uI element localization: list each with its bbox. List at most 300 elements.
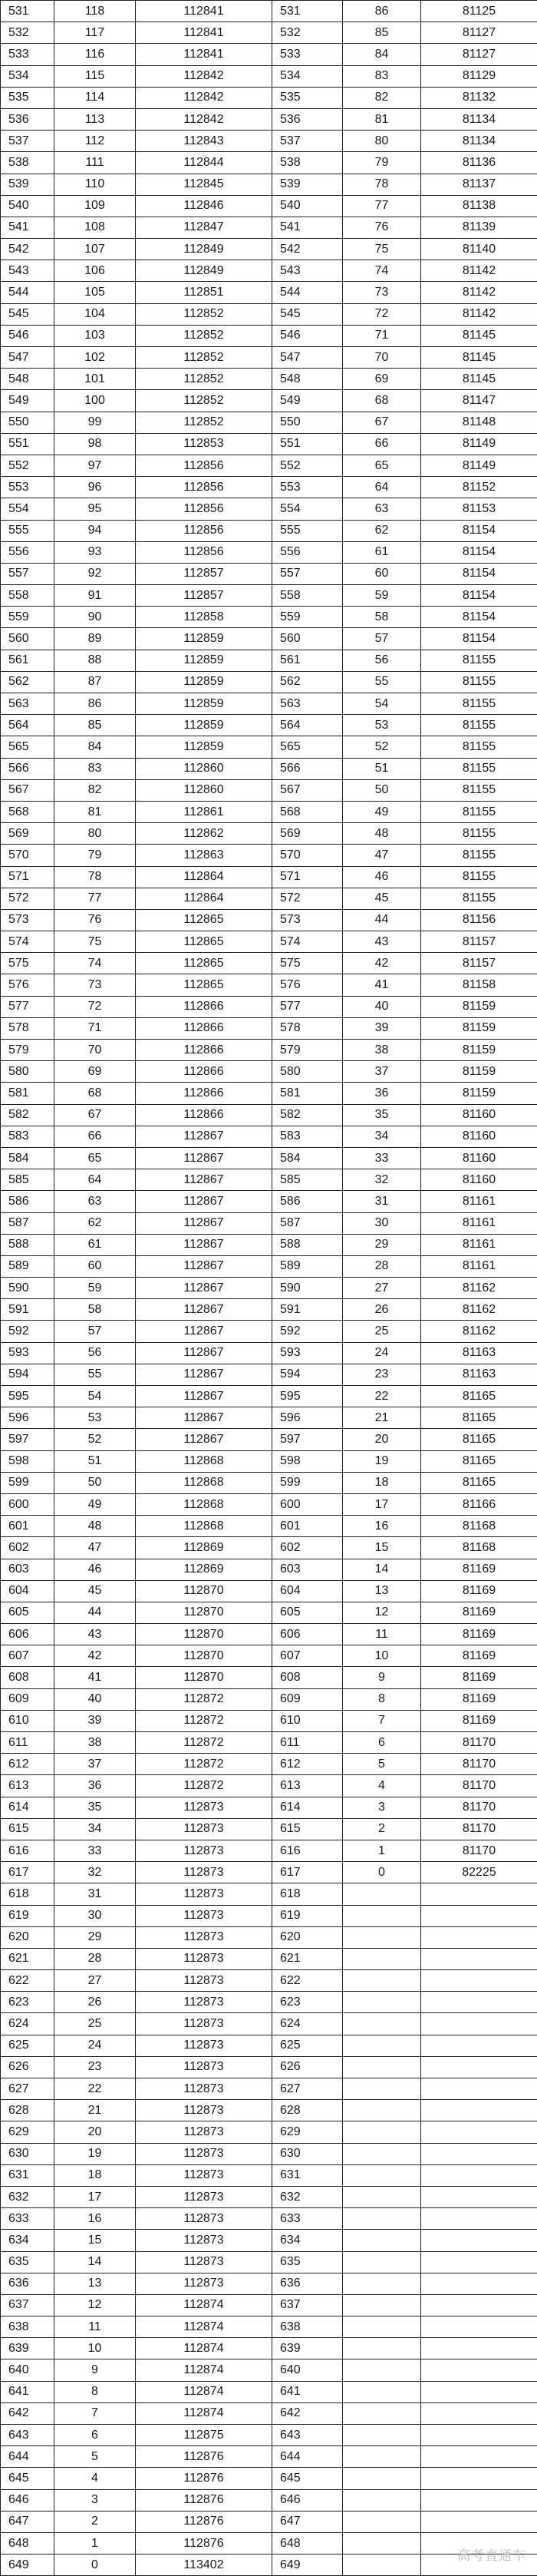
- count-cell-a: 106: [54, 260, 136, 282]
- count-cell-b: 65: [343, 455, 421, 476]
- rank-cell-b: 625: [272, 2035, 343, 2056]
- rank-cell-a: 534: [1, 65, 54, 87]
- count-cell-a: 98: [54, 433, 136, 455]
- cumulative-cell-a: 112873: [136, 1862, 272, 1883]
- count-cell-a: 75: [54, 931, 136, 953]
- cumulative-cell-b: [421, 2056, 537, 2078]
- count-cell-b: 23: [343, 1364, 421, 1385]
- count-cell-a: 2: [54, 2511, 136, 2532]
- cumulative-cell-a: 112869: [136, 1559, 272, 1580]
- cumulative-cell-b: [421, 2230, 537, 2251]
- cumulative-cell-b: 81169: [421, 1624, 537, 1645]
- cumulative-cell-b: [421, 2359, 537, 2381]
- rank-cell-b: 535: [272, 87, 343, 108]
- count-cell-a: 80: [54, 823, 136, 845]
- cumulative-cell-a: 112870: [136, 1624, 272, 1645]
- count-cell-a: 33: [54, 1840, 136, 1861]
- count-cell-a: 107: [54, 239, 136, 260]
- rank-cell-a: 644: [1, 2446, 54, 2468]
- count-cell-b: 31: [343, 1191, 421, 1212]
- cumulative-cell-b: 81170: [421, 1840, 537, 1861]
- cumulative-cell-b: [421, 1970, 537, 1992]
- count-cell-b: 80: [343, 131, 421, 152]
- rank-cell-b: 605: [272, 1602, 343, 1623]
- cumulative-cell-b: 81170: [421, 1775, 537, 1797]
- table-row: [1, 1472, 537, 1493]
- cumulative-cell-a: 112865: [136, 931, 272, 953]
- rank-cell-a: 568: [1, 801, 54, 822]
- cumulative-cell-a: 113402: [136, 2555, 272, 2576]
- count-cell-b: [343, 2359, 421, 2381]
- count-cell-a: 45: [54, 1580, 136, 1602]
- table-row: [1, 758, 537, 779]
- cumulative-cell-a: 112865: [136, 974, 272, 996]
- rank-cell-b: 598: [272, 1450, 343, 1472]
- rank-cell-a: 545: [1, 303, 54, 325]
- cumulative-cell-a: 112863: [136, 845, 272, 866]
- cumulative-cell-b: 81159: [421, 1061, 537, 1083]
- count-cell-b: 12: [343, 1602, 421, 1623]
- table-row: [1, 1948, 537, 1969]
- cumulative-cell-a: 112873: [136, 2143, 272, 2164]
- count-cell-b: 38: [343, 1040, 421, 1061]
- rank-cell-b: 619: [272, 1905, 343, 1926]
- cumulative-cell-a: 112867: [136, 1147, 272, 1169]
- rank-cell-b: 583: [272, 1126, 343, 1147]
- count-cell-b: 21: [343, 1407, 421, 1429]
- count-cell-a: 104: [54, 303, 136, 325]
- rank-cell-b: 570: [272, 845, 343, 866]
- table-row: [1, 195, 537, 217]
- cumulative-cell-b: [421, 1992, 537, 2013]
- count-cell-a: 115: [54, 65, 136, 87]
- table-row: [1, 433, 537, 455]
- table-row: [1, 715, 537, 736]
- count-cell-a: 24: [54, 2035, 136, 2056]
- cumulative-cell-b: 81155: [421, 779, 537, 801]
- count-cell-a: 39: [54, 1710, 136, 1731]
- rank-cell-b: 614: [272, 1797, 343, 1818]
- cumulative-cell-b: 81127: [421, 22, 537, 44]
- rank-cell-b: 569: [272, 823, 343, 845]
- cumulative-cell-b: 81132: [421, 87, 537, 108]
- table-row: [1, 1169, 537, 1191]
- cumulative-cell-a: 112873: [136, 1970, 272, 1992]
- count-cell-a: 101: [54, 369, 136, 390]
- count-cell-b: [343, 2186, 421, 2207]
- rank-cell-b: 602: [272, 1537, 343, 1559]
- count-cell-a: 76: [54, 909, 136, 931]
- count-cell-b: [343, 2078, 421, 2100]
- count-cell-b: 7: [343, 1710, 421, 1731]
- cumulative-cell-b: 81159: [421, 1017, 537, 1039]
- count-cell-a: 35: [54, 1797, 136, 1818]
- count-cell-b: 14: [343, 1559, 421, 1580]
- cumulative-cell-b: 81162: [421, 1321, 537, 1342]
- table-row: [1, 2294, 537, 2316]
- cumulative-cell-a: 112873: [136, 2186, 272, 2207]
- cumulative-cell-a: 112876: [136, 2489, 272, 2511]
- rank-cell-a: 536: [1, 108, 54, 130]
- count-cell-a: 18: [54, 2164, 136, 2186]
- cumulative-cell-b: 82225: [421, 1862, 537, 1883]
- rank-cell-a: 643: [1, 2425, 54, 2446]
- count-cell-b: 69: [343, 369, 421, 390]
- cumulative-cell-b: 81155: [421, 758, 537, 779]
- count-cell-a: 61: [54, 1234, 136, 1255]
- cumulative-cell-a: 112867: [136, 1321, 272, 1342]
- rank-cell-b: 534: [272, 65, 343, 87]
- rank-cell-b: 559: [272, 607, 343, 628]
- count-cell-b: 76: [343, 217, 421, 238]
- cumulative-cell-b: 81127: [421, 44, 537, 65]
- rank-cell-a: 560: [1, 628, 54, 650]
- cumulative-cell-b: 81162: [421, 1299, 537, 1321]
- count-cell-a: 4: [54, 2468, 136, 2489]
- count-cell-a: 88: [54, 650, 136, 671]
- count-cell-b: 20: [343, 1429, 421, 1450]
- cumulative-cell-a: 112867: [136, 1386, 272, 1407]
- count-cell-b: 49: [343, 801, 421, 822]
- count-cell-a: 23: [54, 2056, 136, 2078]
- rank-cell-b: 593: [272, 1342, 343, 1364]
- count-cell-b: [343, 1905, 421, 1926]
- cumulative-cell-a: 112842: [136, 87, 272, 108]
- count-cell-a: 46: [54, 1559, 136, 1580]
- cumulative-cell-b: 81147: [421, 390, 537, 412]
- rank-cell-b: 641: [272, 2381, 343, 2402]
- cumulative-cell-b: 81161: [421, 1255, 537, 1277]
- cumulative-cell-a: 112873: [136, 1992, 272, 2013]
- cumulative-cell-b: 81152: [421, 477, 537, 498]
- cumulative-cell-b: 81160: [421, 1169, 537, 1191]
- count-cell-a: 55: [54, 1364, 136, 1385]
- count-cell-b: [343, 2402, 421, 2424]
- table-row: [1, 866, 537, 888]
- rank-cell-b: 561: [272, 650, 343, 671]
- cumulative-cell-b: 81170: [421, 1797, 537, 1818]
- table-row: [1, 974, 537, 996]
- cumulative-cell-b: [421, 2164, 537, 2186]
- count-cell-a: 71: [54, 1017, 136, 1039]
- rank-cell-b: 627: [272, 2078, 343, 2100]
- rank-cell-a: 555: [1, 520, 54, 541]
- rank-cell-a: 622: [1, 1970, 54, 1992]
- count-cell-a: 34: [54, 1818, 136, 1840]
- count-cell-b: 75: [343, 239, 421, 260]
- rank-cell-b: 596: [272, 1407, 343, 1429]
- cumulative-cell-a: 112852: [136, 347, 272, 369]
- cumulative-cell-b: 81149: [421, 433, 537, 455]
- count-cell-b: 3: [343, 1797, 421, 1818]
- count-cell-a: 56: [54, 1342, 136, 1364]
- table-row: [1, 1775, 537, 1797]
- count-cell-b: 17: [343, 1493, 421, 1515]
- rank-cell-a: 629: [1, 2121, 54, 2143]
- table-row: [1, 2078, 537, 2100]
- cumulative-cell-a: 112868: [136, 1472, 272, 1493]
- count-cell-a: 41: [54, 1667, 136, 1688]
- rank-cell-a: 557: [1, 563, 54, 584]
- count-cell-b: 27: [343, 1278, 421, 1299]
- table-row: [1, 2316, 537, 2338]
- count-cell-b: 30: [343, 1212, 421, 1234]
- rank-cell-a: 578: [1, 1017, 54, 1039]
- cumulative-cell-b: [421, 2100, 537, 2121]
- rank-cell-a: 544: [1, 282, 54, 303]
- rank-cell-a: 589: [1, 1255, 54, 1277]
- count-cell-b: [343, 2056, 421, 2078]
- cumulative-cell-a: 112867: [136, 1191, 272, 1212]
- cumulative-cell-b: 81154: [421, 520, 537, 541]
- count-cell-a: 58: [54, 1299, 136, 1321]
- table-row: [1, 22, 537, 44]
- rank-cell-a: 540: [1, 195, 54, 217]
- cumulative-cell-a: 112870: [136, 1602, 272, 1623]
- count-cell-a: 110: [54, 174, 136, 195]
- rank-cell-a: 590: [1, 1278, 54, 1299]
- count-cell-a: 99: [54, 412, 136, 433]
- rank-cell-a: 572: [1, 888, 54, 909]
- count-cell-b: 5: [343, 1754, 421, 1775]
- count-cell-a: 8: [54, 2381, 136, 2402]
- cumulative-cell-a: 112873: [136, 2078, 272, 2100]
- rank-cell-a: 641: [1, 2381, 54, 2402]
- count-cell-b: 39: [343, 1017, 421, 1039]
- count-cell-b: [343, 2316, 421, 2338]
- count-cell-b: [343, 1948, 421, 1969]
- count-cell-b: [343, 2294, 421, 2316]
- cumulative-cell-b: [421, 1905, 537, 1926]
- rank-cell-b: 577: [272, 996, 343, 1017]
- cumulative-cell-b: 81160: [421, 1104, 537, 1126]
- rank-cell-a: 562: [1, 671, 54, 693]
- count-cell-a: 81: [54, 801, 136, 822]
- rank-cell-b: 567: [272, 779, 343, 801]
- rank-cell-b: 618: [272, 1883, 343, 1905]
- cumulative-cell-a: 112867: [136, 1212, 272, 1234]
- table-row: [1, 2511, 537, 2532]
- rank-cell-a: 597: [1, 1429, 54, 1450]
- rank-cell-b: 645: [272, 2468, 343, 2489]
- rank-cell-b: 590: [272, 1278, 343, 1299]
- rank-cell-a: 595: [1, 1386, 54, 1407]
- rank-cell-a: 594: [1, 1364, 54, 1385]
- count-cell-a: 116: [54, 44, 136, 65]
- rank-cell-b: 548: [272, 369, 343, 390]
- count-cell-b: 42: [343, 953, 421, 974]
- table-row: [1, 174, 537, 195]
- count-cell-a: 83: [54, 758, 136, 779]
- table-row: [1, 693, 537, 715]
- table-row: [1, 2056, 537, 2078]
- table-row: [1, 1883, 537, 1905]
- table-row: [1, 888, 537, 909]
- cumulative-cell-b: 81157: [421, 953, 537, 974]
- cumulative-cell-b: 81168: [421, 1516, 537, 1537]
- cumulative-cell-a: 112847: [136, 217, 272, 238]
- table-row: [1, 2164, 537, 2186]
- cumulative-cell-a: 112874: [136, 2316, 272, 2338]
- rank-cell-a: 624: [1, 2013, 54, 2035]
- count-cell-b: [343, 1883, 421, 1905]
- count-cell-a: 87: [54, 671, 136, 693]
- count-cell-a: 14: [54, 2251, 136, 2273]
- cumulative-cell-b: 81154: [421, 563, 537, 584]
- cumulative-cell-b: 81168: [421, 1537, 537, 1559]
- table-row: [1, 1017, 537, 1039]
- cumulative-cell-b: 81155: [421, 671, 537, 693]
- count-cell-a: 114: [54, 87, 136, 108]
- rank-cell-b: 556: [272, 541, 343, 563]
- cumulative-cell-b: 81169: [421, 1559, 537, 1580]
- cumulative-cell-a: 112852: [136, 369, 272, 390]
- cumulative-cell-b: 81157: [421, 931, 537, 953]
- rank-cell-b: 541: [272, 217, 343, 238]
- table-row: [1, 823, 537, 845]
- rank-cell-a: 630: [1, 2143, 54, 2164]
- count-cell-a: 97: [54, 455, 136, 476]
- table-row: [1, 1083, 537, 1104]
- rank-cell-a: 636: [1, 2273, 54, 2294]
- table-row: [1, 1450, 537, 1472]
- table-row: [1, 1321, 537, 1342]
- cumulative-cell-a: 112873: [136, 1883, 272, 1905]
- cumulative-cell-b: 81161: [421, 1212, 537, 1234]
- cumulative-cell-a: 112856: [136, 498, 272, 520]
- count-cell-a: 112: [54, 131, 136, 152]
- count-cell-b: 13: [343, 1580, 421, 1602]
- table-row: [1, 585, 537, 607]
- rank-cell-b: 549: [272, 390, 343, 412]
- count-cell-a: 67: [54, 1104, 136, 1126]
- cumulative-cell-b: 81155: [421, 866, 537, 888]
- cumulative-cell-a: 112868: [136, 1450, 272, 1472]
- cumulative-cell-b: 81165: [421, 1472, 537, 1493]
- rank-cell-b: 633: [272, 2208, 343, 2230]
- count-cell-b: [343, 1992, 421, 2013]
- table-row: [1, 2402, 537, 2424]
- count-cell-b: [343, 2100, 421, 2121]
- table-row: [1, 412, 537, 433]
- count-cell-b: 41: [343, 974, 421, 996]
- rank-cell-b: 566: [272, 758, 343, 779]
- count-cell-a: 38: [54, 1732, 136, 1754]
- rank-cell-a: 553: [1, 477, 54, 498]
- rank-cell-b: 537: [272, 131, 343, 152]
- rank-cell-b: 568: [272, 801, 343, 822]
- cumulative-cell-a: 112867: [136, 1255, 272, 1277]
- table-row: [1, 1862, 537, 1883]
- cumulative-cell-b: 81156: [421, 909, 537, 931]
- table-row: [1, 498, 537, 520]
- count-cell-b: [343, 2446, 421, 2468]
- count-cell-a: 22: [54, 2078, 136, 2100]
- rank-cell-b: 623: [272, 1992, 343, 2013]
- table-row: [1, 541, 537, 563]
- cumulative-cell-a: 112870: [136, 1580, 272, 1602]
- rank-cell-b: 545: [272, 303, 343, 325]
- rank-cell-b: 551: [272, 433, 343, 455]
- rank-cell-b: 621: [272, 1948, 343, 1969]
- count-cell-b: 2: [343, 1818, 421, 1840]
- rank-cell-a: 592: [1, 1321, 54, 1342]
- rank-cell-a: 565: [1, 736, 54, 758]
- cumulative-cell-a: 112853: [136, 433, 272, 455]
- cumulative-cell-b: 81169: [421, 1645, 537, 1667]
- rank-cell-b: 609: [272, 1688, 343, 1710]
- rank-cell-a: 615: [1, 1818, 54, 1840]
- count-cell-a: 70: [54, 1040, 136, 1061]
- count-cell-a: 77: [54, 888, 136, 909]
- table-row: [1, 1602, 537, 1623]
- cumulative-cell-a: 112856: [136, 520, 272, 541]
- cumulative-cell-b: [421, 2143, 537, 2164]
- rank-cell-a: 550: [1, 412, 54, 433]
- table-row: [1, 2186, 537, 2207]
- rank-cell-a: 605: [1, 1602, 54, 1623]
- table-row: [1, 2489, 537, 2511]
- cumulative-cell-b: 81163: [421, 1342, 537, 1364]
- rank-cell-a: 567: [1, 779, 54, 801]
- cumulative-cell-b: 81161: [421, 1234, 537, 1255]
- cumulative-cell-a: 112864: [136, 866, 272, 888]
- rank-cell-b: 544: [272, 282, 343, 303]
- cumulative-cell-b: 81142: [421, 260, 537, 282]
- rank-cell-a: 604: [1, 1580, 54, 1602]
- cumulative-cell-a: 112849: [136, 260, 272, 282]
- rank-cell-a: 533: [1, 44, 54, 65]
- cumulative-cell-b: 81125: [421, 1, 537, 22]
- rank-cell-a: 616: [1, 1840, 54, 1861]
- cumulative-cell-b: 81149: [421, 455, 537, 476]
- rank-cell-b: 546: [272, 325, 343, 346]
- rank-cell-a: 588: [1, 1234, 54, 1255]
- rank-cell-b: 648: [272, 2532, 343, 2554]
- count-cell-a: 16: [54, 2208, 136, 2230]
- rank-cell-b: 533: [272, 44, 343, 65]
- table-row: [1, 347, 537, 369]
- rank-cell-b: 539: [272, 174, 343, 195]
- count-cell-a: 64: [54, 1169, 136, 1191]
- rank-cell-b: 615: [272, 1818, 343, 1840]
- rank-cell-b: 580: [272, 1061, 343, 1083]
- count-cell-b: [343, 2425, 421, 2446]
- table-row: [1, 1278, 537, 1299]
- cumulative-cell-b: 81170: [421, 1818, 537, 1840]
- count-cell-b: 1: [343, 1840, 421, 1861]
- table-row: [1, 1516, 537, 1537]
- cumulative-cell-a: 112872: [136, 1775, 272, 1797]
- rank-cell-a: 637: [1, 2294, 54, 2316]
- count-cell-b: [343, 2489, 421, 2511]
- count-cell-b: 61: [343, 541, 421, 563]
- count-cell-b: 48: [343, 823, 421, 845]
- cumulative-cell-b: [421, 2511, 537, 2532]
- rank-cell-a: 586: [1, 1191, 54, 1212]
- rank-cell-a: 538: [1, 152, 54, 174]
- cumulative-cell-a: 112841: [136, 22, 272, 44]
- count-cell-a: 54: [54, 1386, 136, 1407]
- count-cell-b: [343, 2381, 421, 2402]
- rank-cell-b: 626: [272, 2056, 343, 2078]
- count-cell-b: 9: [343, 1667, 421, 1688]
- cumulative-cell-a: 112856: [136, 477, 272, 498]
- count-cell-a: 100: [54, 390, 136, 412]
- count-cell-a: 82: [54, 779, 136, 801]
- count-cell-a: 53: [54, 1407, 136, 1429]
- rank-cell-a: 606: [1, 1624, 54, 1645]
